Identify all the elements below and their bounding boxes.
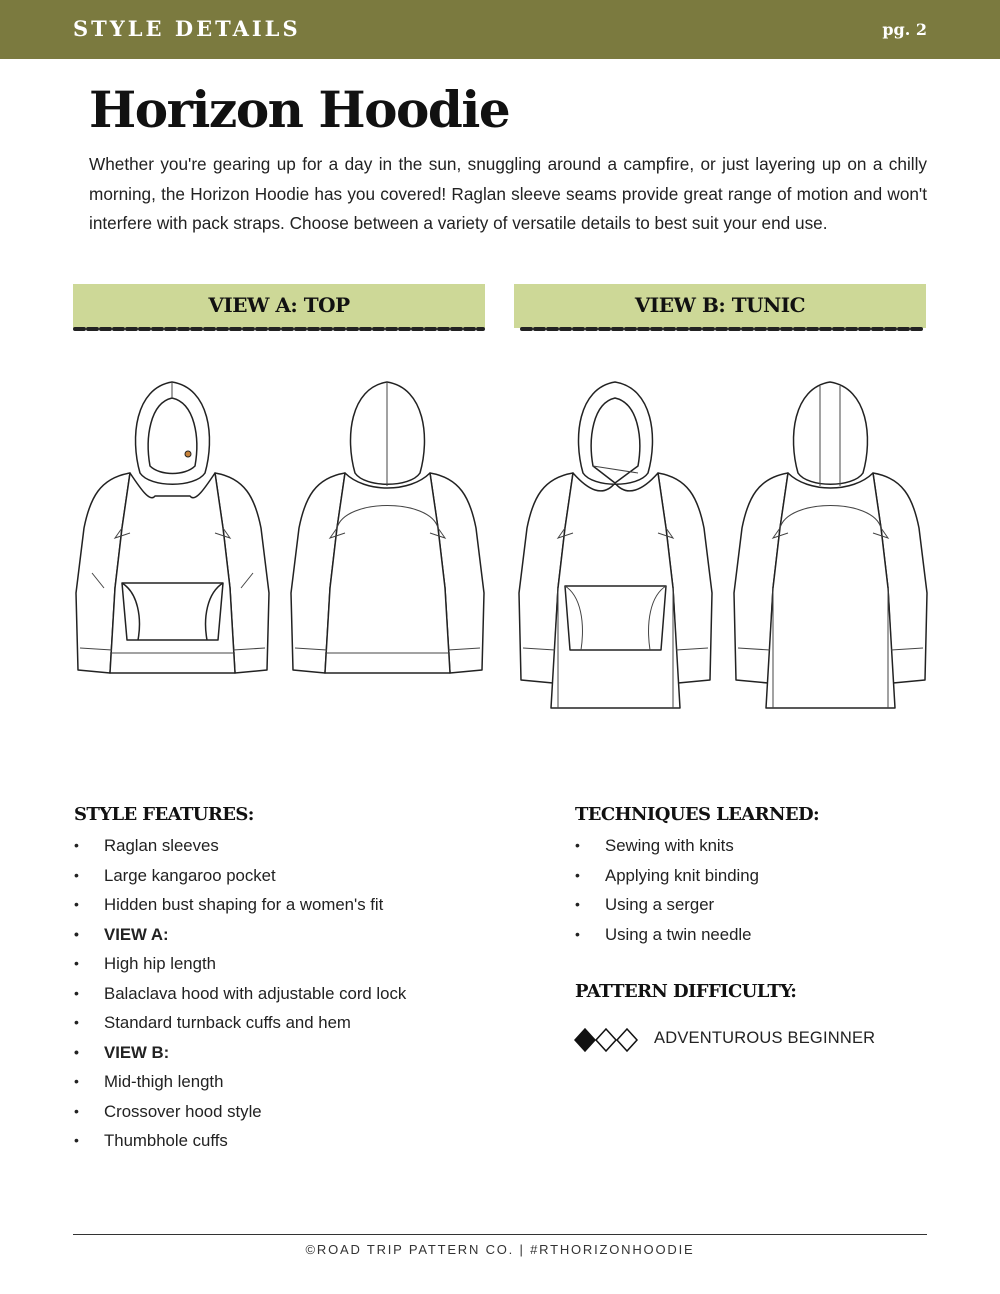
list-item-text: VIEW A: [104, 924, 169, 944]
bullet-icon: • [575, 837, 580, 853]
page-number: pg. 2 [882, 20, 927, 39]
diamond-icon [574, 1027, 640, 1053]
list-item [575, 831, 759, 861]
bullet-icon: • [74, 984, 79, 1001]
intro-paragraph: Whether you're gearing up for a day in the sun, snuggling around a campfire, or just layering up on a chilly morning, the Horizon Hoodie has you covered! Raglan sleeve seams provide great range of motion and won't interfere with pack straps. Choose between a variety of versatile details to best suit your end use. [89, 154, 927, 233]
list-item-text: Crossover hood style [104, 1101, 262, 1121]
list-item-text: Thumbhole cuffs [104, 1131, 228, 1150]
diamond-empty-icon [617, 1029, 637, 1051]
style-features-list [74, 831, 406, 1156]
list-item [74, 831, 406, 861]
bullet-icon: • [575, 925, 580, 942]
bullet-icon: • [74, 1102, 79, 1119]
list-item [575, 861, 759, 891]
diamond-empty-icon [596, 1029, 616, 1051]
page-title: Horizon Hoodie [89, 80, 510, 139]
difficulty-rating [574, 1027, 934, 1053]
list-item-text: Hidden bust shaping for a women's fit [104, 895, 384, 914]
list-item [74, 979, 406, 1009]
bullet-icon: • [575, 896, 580, 912]
techniques-heading: TECHNIQUES LEARNED: [575, 804, 820, 825]
list-item-text: VIEW B: [104, 1042, 170, 1062]
view-a-banner [73, 284, 485, 328]
list-item [74, 861, 406, 891]
list-item [74, 949, 406, 979]
list-item [74, 1038, 406, 1068]
view-b-banner [514, 284, 926, 328]
bullet-icon: • [74, 955, 79, 971]
dashed-underline [514, 326, 926, 332]
footer-divider [73, 1234, 927, 1235]
list-item [74, 1097, 406, 1127]
section-title: STYLE DETAILS [73, 16, 301, 41]
bullet-icon: • [74, 1014, 79, 1030]
hoodie-front-icon [70, 378, 275, 678]
difficulty-heading: PATTERN DIFFICULTY: [575, 981, 797, 1002]
list-item [575, 920, 759, 950]
bullet-icon: • [74, 1043, 79, 1060]
tunic-front-icon [513, 378, 718, 713]
diamond-filled-icon [575, 1029, 595, 1051]
bullet-icon: • [74, 896, 79, 912]
list-item-text: Mid-thigh length [104, 1072, 224, 1091]
list-item-text: Raglan sleeves [104, 836, 219, 855]
list-item-text: Balaclava hood with adjustable cord lock [104, 983, 407, 1003]
bullet-icon: • [74, 925, 79, 942]
bullet-icon: • [74, 837, 79, 853]
list-item [74, 890, 406, 920]
list-item-text: Using a twin needle [605, 924, 752, 944]
list-item-text: Standard turnback cuffs and hem [104, 1013, 351, 1032]
view-b-label: VIEW B: TUNIC [634, 293, 806, 317]
list-item [74, 1126, 406, 1156]
difficulty-level: ADVENTUROUS BEGINNER [654, 1029, 876, 1047]
hoodie-back-icon [285, 378, 490, 678]
list-item [74, 920, 406, 950]
header-bar [0, 0, 1000, 59]
list-item-text: Large kangaroo pocket [104, 865, 276, 885]
bullet-icon: • [74, 1132, 79, 1148]
tunic-back-icon [728, 378, 933, 713]
dashed-underline [73, 326, 485, 332]
footer-text: ©ROAD TRIP PATTERN CO. | #RTHORIZONHOODIE [305, 1242, 695, 1257]
style-features-heading: STYLE FEATURES: [74, 804, 254, 825]
list-item [74, 1008, 406, 1038]
bullet-icon: • [74, 1073, 79, 1089]
techniques-list [575, 831, 759, 949]
list-item [74, 1067, 406, 1097]
list-item [575, 890, 759, 920]
list-item-text: Applying knit binding [605, 865, 759, 885]
view-a-label: VIEW A: TOP [208, 293, 350, 317]
bullet-icon: • [575, 866, 580, 883]
list-item-text: Sewing with knits [605, 836, 734, 855]
bullet-icon: • [74, 866, 79, 883]
list-item-text: High hip length [104, 954, 216, 973]
list-item-text: Using a serger [605, 895, 715, 914]
